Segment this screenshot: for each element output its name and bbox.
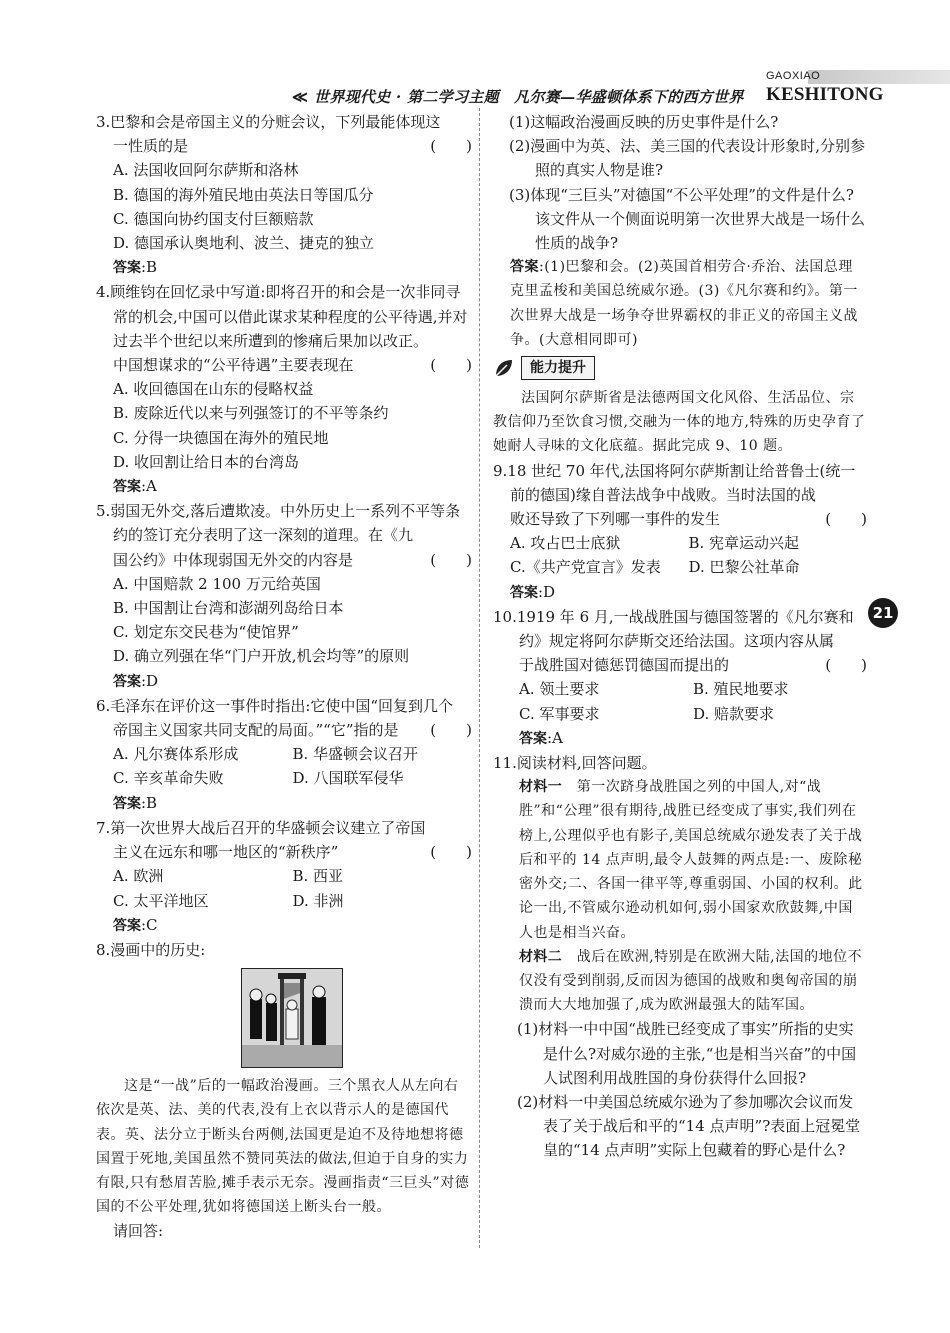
answer-blank: ( ) bbox=[825, 510, 867, 529]
right-column bbox=[493, 110, 867, 1163]
answer-value: :A bbox=[141, 477, 157, 496]
guillotine-cartoon-icon bbox=[242, 969, 342, 1067]
answer-value: :D bbox=[538, 582, 556, 601]
column-divider bbox=[479, 108, 480, 1248]
option-b: B. 宪章运动兴起 bbox=[688, 534, 800, 553]
question-8 bbox=[96, 938, 472, 1244]
answer-value: :C bbox=[141, 915, 158, 934]
option-b: B. 中国割让台湾和澎湖列岛给日本 bbox=[113, 599, 344, 618]
cartoon-description: 这是“一战”后的一幅政治漫画。三个黑衣人从左向右依次是英、法、美的代表,没有上衣以背示人的是德国代表。英、法分立于断头台两侧,法国更是迫不及待地想将德国置于死地,美国虽然不赞同英法的做法,但迫于自身的实力有限,只有愁眉苦脸,摊手表示无奈。漫画指责“三巨头”对德国的不公平处理,犹如将德国送上断头台一般。 bbox=[96, 1078, 470, 1216]
question-stem: 5.弱国无外交,落后遭欺凌。中外历史上一系列不平等条约的签订充分表明了这一深刻的道理。在《九 bbox=[96, 502, 461, 545]
option-a: A. 攻占巴士底狱 bbox=[510, 534, 621, 553]
question-stem: 10.1919 年 6 月,一战战胜国与德国签署的《凡尔赛和约》规定将阿尔萨斯交还给法国。这项内容从属 bbox=[493, 607, 854, 651]
question-prompt: 请回答: bbox=[113, 1222, 164, 1241]
double-chevron-icon: ≪ bbox=[292, 88, 309, 106]
option-d: D. 赔款要求 bbox=[693, 704, 775, 723]
answer-label: 答案 bbox=[113, 673, 141, 690]
answer-blank: ( ) bbox=[430, 843, 472, 862]
material-text: 第一次跻身战胜国之列的中国人,对“战胜”和“公理”很有期待,战胜已经变成了事实,我们列在榜上,公理似乎也有影子,美国总统威尔逊发表了关于战后和平的 14 点声明,最令人鼓舞的两点是:一、废除秘密外交;二、各国一律平等,尊重弱国、小国的权利。此论一出,不管威尔逊动机如何,弱小国家欢欣鼓舞,中国人也是相当兴奋。 bbox=[519, 779, 863, 941]
question-stem: 8.漫画中的历史: bbox=[96, 940, 206, 959]
answer bbox=[96, 913, 472, 938]
page-header bbox=[0, 0, 950, 110]
leaf-icon bbox=[493, 357, 515, 379]
question-3 bbox=[96, 110, 472, 280]
sub-question: (1)这幅政治漫画反映的历史事件是什么? bbox=[509, 113, 779, 131]
brand-small: GAOXIAO bbox=[766, 70, 821, 82]
answer-label: 答案 bbox=[113, 260, 141, 277]
page-number-badge: 21 bbox=[868, 598, 898, 628]
material-2 bbox=[493, 945, 867, 1018]
question-stem: 7.第一次世界大战后召开的华盛顿会议建立了帝国 bbox=[96, 818, 426, 837]
question-4 bbox=[96, 280, 472, 499]
option-b: B. 西亚 bbox=[292, 867, 344, 886]
left-column bbox=[96, 110, 472, 1244]
header-bar bbox=[808, 70, 950, 84]
section-title: 能力提升 bbox=[521, 356, 595, 380]
option-a: A. 中国赔款 2 100 万元给英国 bbox=[113, 574, 321, 593]
sub-question: (2)材料一中美国总统威尔逊为了参加哪次会议而发表了关于战后和平的“14 点声明”?表面上冠冕堂皇的“14 点声明”实际上包藏着的野心是什么? bbox=[517, 1092, 861, 1160]
answer bbox=[96, 791, 472, 816]
running-title-text: 世界现代史 · 第二学习主题 凡尔赛—华盛顿体系下的西方世界 bbox=[314, 88, 744, 106]
sub-question: (1)材料一中中国“战胜已经变成了事实”所指的史实是什么?对威尔逊的主张,“也是相当兴奋”的中国人试图利用战胜国的身份获得什么回报? bbox=[517, 1020, 857, 1087]
answer bbox=[493, 255, 867, 352]
running-title bbox=[292, 86, 744, 107]
answer-value: :(1)巴黎和会。(2)英国首相劳合·乔治、法国总理克里孟梭和美国总统威尔逊。(3)《凡尔赛和约》。第一次世界大战是一场争夺世界霸权的非正义的帝国主义战争。(大意相同即可) bbox=[510, 259, 858, 348]
material-text: 战后在欧洲,特别是在欧洲大陆,法国的地位不仅没有受到削弱,反而因为德国的战败和奥匈帝国的崩溃而大大地加强了,成为欧洲最强大的陆军国。 bbox=[519, 948, 863, 1014]
option-c: C. 划定东交民巷为“使馆界” bbox=[113, 623, 299, 642]
option-a: A. 法国收回阿尔萨斯和洛林 bbox=[113, 161, 299, 180]
answer bbox=[493, 580, 867, 605]
answer-label: 答案 bbox=[113, 479, 141, 496]
option-a: A. 收回德国在山东的侵略权益 bbox=[113, 380, 314, 399]
answer-label: 答案 bbox=[510, 584, 538, 601]
question-stem: 国公约》中体现弱国无外交的内容是 bbox=[113, 550, 354, 569]
answer-label: 答案 bbox=[113, 795, 141, 812]
option-d: D. 八国联军侵华 bbox=[292, 769, 404, 788]
section-intro: 法国阿尔萨斯省是法德两国文化风俗、生活品位、宗教信仰乃至饮食习惯,交融为一体的地方,特殊的历史孕育了她耐人寻味的文化底蕴。据此完成 9、10 题。 bbox=[493, 390, 866, 455]
option-d: D. 确立列强在华“门户开放,机会均等”的原则 bbox=[113, 647, 410, 666]
answer-blank: ( ) bbox=[430, 356, 472, 375]
option-c: C.《共产党宣言》发表 bbox=[510, 558, 661, 577]
option-d: D. 巴黎公社革命 bbox=[688, 558, 800, 577]
question-stem: 11.阅读材料,回答问题。 bbox=[493, 754, 657, 773]
question-11 bbox=[493, 751, 867, 1162]
question-stem: 于战胜国对德惩罚德国而提出的 bbox=[519, 656, 730, 675]
option-c: C. 太平洋地区 bbox=[113, 891, 209, 910]
political-cartoon-image bbox=[241, 968, 343, 1068]
option-b: B. 德国的海外殖民地由英法日等国瓜分 bbox=[113, 185, 374, 204]
answer bbox=[96, 255, 472, 280]
option-d: D. 非洲 bbox=[292, 891, 344, 910]
answer-label: 答案 bbox=[113, 917, 141, 934]
question-stem: 4.顾维钧在回忆录中写道:即将召开的和会是一次非同寻常的机会,中国可以借此谋求某种程度的公平待遇,并对过去半个世纪以来所遭到的惨痛后果加以改正。 bbox=[96, 283, 468, 350]
option-c: C. 分得一块德国在海外的殖民地 bbox=[113, 428, 329, 447]
material-label: 材料二 bbox=[519, 948, 563, 965]
answer-value: :B bbox=[141, 793, 158, 812]
option-a: A. 凡尔赛体系形成 bbox=[113, 745, 239, 764]
answer-value: :A bbox=[547, 728, 563, 747]
sub-question: (2)漫画中为英、法、美三国的代表设计形象时,分别参照的真实人物是谁? bbox=[509, 137, 866, 180]
answer-blank: ( ) bbox=[430, 550, 472, 569]
answer-blank: ( ) bbox=[825, 656, 867, 675]
question-6 bbox=[96, 694, 472, 816]
brand-logo: KESHITONG bbox=[766, 84, 884, 105]
question-stem: 3.巴黎和会是帝国主义的分赃会议，下列最能体现这 bbox=[96, 113, 441, 131]
option-b: B. 废除近代以来与列强签订的不平等条约 bbox=[113, 404, 389, 423]
answer-blank: ( ) bbox=[430, 721, 472, 740]
material-1 bbox=[493, 775, 867, 944]
answer-blank: ( ) bbox=[430, 137, 472, 156]
answer bbox=[96, 474, 472, 499]
option-d: D. 收回割让给日本的台湾岛 bbox=[113, 452, 300, 471]
question-stem: 中国想谋求的“公平待遇”主要表现在 bbox=[113, 356, 354, 375]
option-a: A. 领土要求 bbox=[519, 680, 600, 699]
sub-question: (3)体现“三巨头”对德国“不公平处理”的文件是什么?该文件从一个侧面说明第一次世界大战是一场什么性质的战争? bbox=[509, 185, 866, 253]
question-stem: 6.毛泽东在评价这一事件时指出:它使中国“回复到几个 bbox=[96, 696, 454, 715]
question-7 bbox=[96, 816, 472, 938]
question-stem: 败还导致了下列哪一事件的发生 bbox=[510, 510, 721, 529]
answer bbox=[96, 669, 472, 694]
option-b: B. 华盛顿会议召开 bbox=[292, 745, 419, 764]
option-d: D. 德国承认奥地利、波兰、捷克的独立 bbox=[113, 234, 375, 253]
answer-label: 答案 bbox=[510, 259, 539, 276]
question-9 bbox=[493, 459, 867, 605]
option-c: C. 辛亥革命失败 bbox=[113, 769, 224, 788]
option-a: A. 欧洲 bbox=[113, 867, 164, 886]
question-10 bbox=[493, 605, 867, 751]
option-c: C. 军事要求 bbox=[519, 704, 600, 723]
option-c: C. 德国向协约国支付巨额赔款 bbox=[113, 209, 314, 228]
answer-value: :B bbox=[141, 258, 158, 277]
question-5 bbox=[96, 499, 472, 694]
question-stem: 主义在远东和哪一地区的“新秩序” bbox=[113, 843, 339, 862]
answer-label: 答案 bbox=[519, 730, 547, 747]
answer bbox=[493, 726, 867, 751]
section-heading bbox=[493, 356, 867, 380]
material-label: 材料一 bbox=[519, 779, 563, 796]
option-b: B. 殖民地要求 bbox=[693, 680, 789, 699]
question-stem: 一性质的是 bbox=[113, 137, 189, 156]
question-stem: 帝国主义国家共同支配的局面。”“它”指的是 bbox=[113, 721, 399, 740]
question-stem: 9.18 世纪 70 年代,法国将阿尔萨斯割让给普鲁士(统一前的德国)缘自普法战争中战败。当时法国的战 bbox=[493, 461, 856, 504]
answer-value: :D bbox=[141, 671, 159, 690]
